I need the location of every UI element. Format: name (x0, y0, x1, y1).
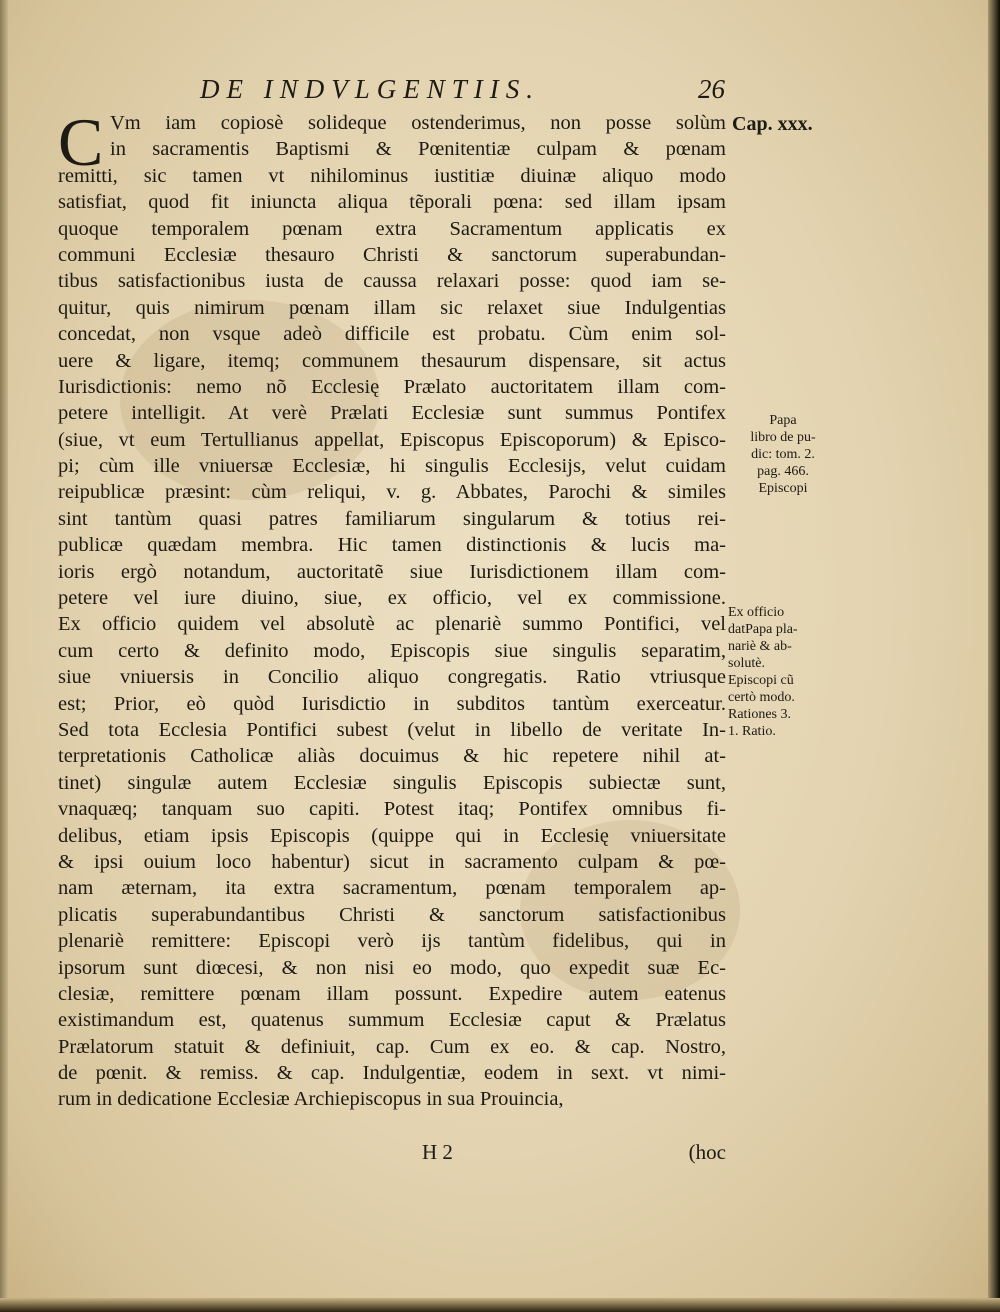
body-text (58, 104, 726, 1113)
text-line: pi; cùm ille vniuersæ Ecclesiæ, hi singulis Ecclesijs, velut cuidam (58, 455, 726, 478)
running-head-title: DE INDVLGENTIIS. (200, 74, 540, 104)
text-line: in sacramentis Baptismi & Pœnitentiæ culpam & pœnam (110, 138, 726, 161)
text-line: reipublicæ præsint: cùm reliqui, v. g. Abbates, Parochi & similes (58, 481, 726, 504)
page-left-edge (0, 0, 8, 1312)
margin-note-line: nariè & ab- (728, 639, 792, 654)
text-line: quoque temporalem pœnam extra Sacramentum applicatis ex (58, 217, 726, 240)
drop-cap-initial: C (58, 104, 104, 180)
text-line: remitti, sic tamen vt nihilominus iustitiæ diuinæ aliquo modo (58, 164, 726, 187)
text-line: siue vniuersis in Concilio aliquo congregatis. Ratio vtriusque (58, 666, 726, 689)
text-line: (siue, vt eum Tertullianus appellat, Episcopus Episcoporum) & Episco- (58, 428, 726, 451)
text-line: terpretationis Catholicæ aliàs docuimus & hic repetere nihil at- (58, 745, 726, 768)
margin-note-line: Papa (769, 413, 797, 428)
text-line: publicæ quædam membra. Hic tamen distinctionis & lucis ma- (58, 534, 726, 557)
margin-note-line: certò modo. (728, 690, 795, 705)
text-line: plenariè remittere: Episcopi verò ijs tantùm fidelibus, qui in (58, 930, 726, 953)
chapter-note: Cap. xxx. (732, 113, 813, 135)
text-line: concedat, non vsque adeò difficile est probatu. Cùm enim sol- (58, 323, 726, 346)
text-line: plicatis superabundantibus Christi & sanctorum satisfactionibus (58, 903, 726, 926)
text-line: uere & ligare, itemq; communem thesaurum dispensare, sit actus (58, 349, 726, 372)
text-line: clesiæ, remittere pœnam illam possunt. Expedire autem eatenus (58, 982, 726, 1005)
text-line: de pœnit. & remiss. & cap. Indulgentiæ, eodem in sext. vt nimi- (58, 1062, 726, 1085)
officio-note (728, 604, 838, 740)
text-line: ipsorum sunt diœcesi, & non nisi eo modo, quo expedit suæ Ec- (58, 956, 726, 979)
page-footer (58, 1140, 726, 1170)
text-line: petere intelligit. At verè Prælati Ecclesiæ sunt summus Pontifex (58, 402, 726, 425)
page-bottom-edge-shadow (0, 1298, 1000, 1312)
margin-note-line: Ex officio (728, 605, 785, 620)
margin-note-line: libro de pu- (750, 430, 816, 445)
text-line: rum in dedicatione Ecclesiæ Archiepiscopus in sua Prouincia, (58, 1088, 564, 1111)
text-line: satisfiat, quod fit iniuncta aliqua tẽporali pœna: sed illam ipsam (58, 191, 726, 214)
margin-note-line: 1. Ratio. (728, 724, 776, 739)
page-number: 26 (698, 74, 725, 104)
text-line: ioris ergò notandum, auctoritatẽ siue Iurisdictionem illam com- (58, 560, 726, 583)
text-line: existimandum est, quatenus summum Ecclesiæ caput & Prælatus (58, 1009, 726, 1032)
margin-note-line: pag. 466. (757, 464, 809, 479)
text-line: nam æternam, ita extra sacramentum, pœnam temporalem ap- (58, 877, 726, 900)
text-line: Ex officio quidem vel absolutè ac plenariè summo Pontifici, vel (58, 613, 726, 636)
text-line: Iurisdictionis: nemo nõ Ecclesię Prælato auctoritatem illam com- (58, 375, 726, 398)
text-line: tibus satisfactionibus iusta de caussa relaxari posse: quod iam se- (58, 270, 726, 293)
text-line: communi Ecclesiæ thesauro Christi & sanctorum superabundan- (58, 243, 726, 266)
margin-note-line: datPapa pla- (728, 622, 798, 637)
margin-note-line: dic: tom. 2. (751, 447, 815, 462)
margin-note-line: solutè. (728, 656, 765, 671)
text-line: delibus, etiam ipsis Episcopis (quippe qui in Ecclesię vniuersitate (58, 824, 726, 847)
text-line: Sed tota Ecclesia Pontifici subest (velut in libello de veritate In- (58, 718, 726, 741)
margin-note-line: Episcopi cũ (728, 673, 794, 688)
papa-note (728, 412, 838, 497)
text-line: petere vel iure diuino, siue, ex officio, vel ex commissione. (58, 587, 726, 610)
text-line: Vm iam copiosè solideque ostenderimus, non posse solùm (110, 112, 726, 134)
text-line: tinet) singulæ autem Ecclesiæ singulis Episcopis subiectæ sunt, (58, 771, 726, 794)
text-line: quitur, quis nimirum pœnam illam sic relaxet siue Indulgentias (58, 296, 726, 319)
catchword: (hoc (688, 1140, 726, 1164)
text-line: sint tantùm quasi patres familiarum singularum & totius rei- (58, 507, 726, 530)
signature-mark: H 2 (422, 1140, 453, 1164)
text-line: est; Prior, eò quòd Iurisdictio in subditos tantùm exerceatur. (58, 692, 726, 715)
running-head (200, 74, 725, 108)
text-line: Prælatorum statuit & definiuit, cap. Cum ex eo. & cap. Nostro, (58, 1035, 726, 1058)
margin-note-line: Rationes 3. (728, 707, 791, 722)
margin-note-line: Episcopi (758, 481, 808, 496)
text-line: & ipsi ouium loco habentur) sicut in sacramento culpam & pœ- (58, 850, 726, 873)
page-right-edge-shadow (988, 0, 1000, 1312)
text-line: cum certo & definito modo, Episcopis siue singulis separatim, (58, 639, 726, 662)
text-line: vnaquæq; tanquam suo capiti. Potest itaq; Pontifex omnibus fi- (58, 798, 726, 821)
